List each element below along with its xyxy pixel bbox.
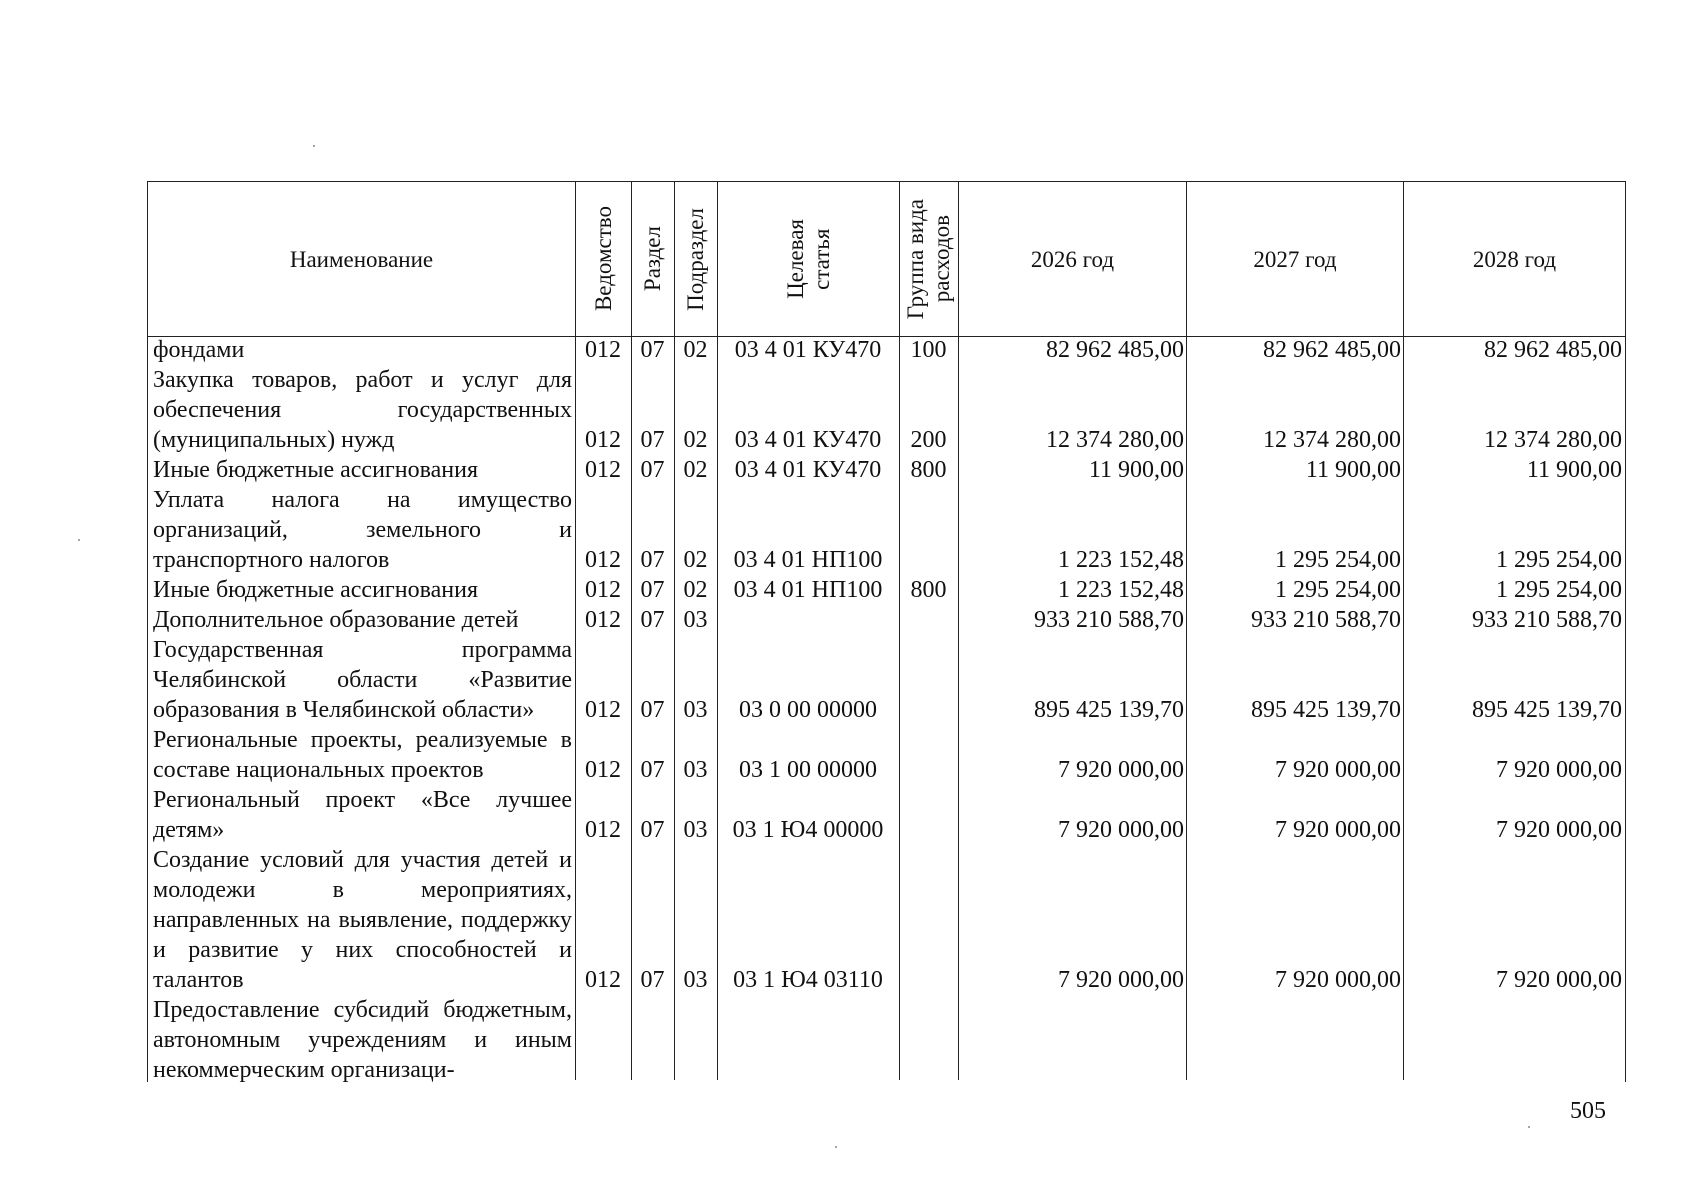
row-value-2028: 1 295 254,00 bbox=[1496, 547, 1622, 573]
row-name: Дополнительное образование детей bbox=[153, 607, 519, 633]
row-podrazdel: 02 bbox=[683, 457, 708, 483]
row-value-2026: 1 223 152,48 bbox=[1058, 577, 1184, 603]
header-gruppa-line1: Группа вида bbox=[903, 198, 928, 320]
header-razdel-cell bbox=[632, 182, 675, 337]
row-razdel: 07 bbox=[640, 427, 665, 453]
table-body bbox=[147, 335, 1624, 1085]
header-name-cell bbox=[148, 182, 576, 337]
row-value-2027: 11 900,00 bbox=[1305, 457, 1401, 483]
row-razdel: 07 bbox=[640, 547, 665, 573]
table-row bbox=[147, 635, 1624, 725]
row-name: фондами bbox=[153, 337, 245, 363]
header-2026-cell bbox=[959, 182, 1187, 337]
row-name: Региональный проект «Все лучшее детям» bbox=[153, 787, 572, 843]
header-2028: 2028 год bbox=[1472, 246, 1557, 272]
row-value-2027: 7 920 000,00 bbox=[1275, 817, 1401, 843]
row-celevaya-statya: 03 4 01 КУ470 bbox=[734, 337, 882, 363]
row-value-2028: 7 920 000,00 bbox=[1496, 967, 1622, 993]
row-value-2026: 82 962 485,00 bbox=[1046, 337, 1184, 363]
header-vedomstvo-cell bbox=[576, 182, 632, 337]
row-vedomstvo: 012 bbox=[585, 337, 621, 363]
row-podrazdel: 03 bbox=[683, 757, 708, 783]
table-row bbox=[147, 725, 1624, 785]
table-row bbox=[147, 575, 1624, 605]
row-value-2028: 1 295 254,00 bbox=[1496, 577, 1622, 603]
header-2026: 2026 год bbox=[1030, 246, 1115, 272]
row-razdel: 07 bbox=[640, 967, 665, 993]
row-value-2027: 7 920 000,00 bbox=[1275, 967, 1401, 993]
scan-speck bbox=[78, 539, 80, 541]
scan-speck bbox=[835, 1146, 837, 1148]
row-vedomstvo: 012 bbox=[585, 427, 621, 453]
row-value-2028: 82 962 485,00 bbox=[1484, 337, 1622, 363]
row-value-2028: 895 425 139,70 bbox=[1472, 697, 1622, 723]
row-value-2028: 7 920 000,00 bbox=[1496, 817, 1622, 843]
row-value-2026: 7 920 000,00 bbox=[1058, 817, 1184, 843]
header-gruppa-line2: расходов bbox=[929, 215, 954, 303]
row-value-2026: 7 920 000,00 bbox=[1058, 967, 1184, 993]
header-2028-cell bbox=[1404, 182, 1625, 337]
row-gruppa: 200 bbox=[910, 427, 947, 453]
row-value-2027: 82 962 485,00 bbox=[1263, 337, 1401, 363]
table-row bbox=[147, 995, 1624, 1085]
header-2027: 2027 год bbox=[1253, 246, 1337, 272]
row-podrazdel: 03 bbox=[683, 817, 708, 843]
row-vedomstvo: 012 bbox=[585, 967, 621, 993]
row-celevaya-statya: 03 4 01 НП100 bbox=[733, 547, 883, 573]
header-2027-cell bbox=[1187, 182, 1404, 337]
table-row bbox=[147, 455, 1624, 485]
row-podrazdel: 02 bbox=[683, 427, 708, 453]
row-value-2026: 933 210 588,70 bbox=[1034, 607, 1184, 633]
row-vedomstvo: 012 bbox=[585, 577, 621, 603]
row-value-2028: 11 900,00 bbox=[1526, 457, 1622, 483]
row-celevaya-statya: 03 4 01 КУ470 bbox=[734, 427, 882, 453]
row-value-2026: 7 920 000,00 bbox=[1058, 757, 1184, 783]
header-vedomstvo: Ведомство bbox=[590, 206, 616, 312]
row-name: Государственная программа Челябинской области «Развитие образования в Челябинской области» bbox=[153, 637, 572, 723]
row-podrazdel: 02 bbox=[683, 547, 708, 573]
row-name: Иные бюджетные ассигнования bbox=[153, 577, 478, 603]
row-celevaya-statya: 03 4 01 КУ470 bbox=[734, 457, 882, 483]
row-razdel: 07 bbox=[640, 577, 665, 603]
header-name: Наименование bbox=[289, 246, 434, 272]
row-value-2027: 12 374 280,00 bbox=[1263, 427, 1401, 453]
row-vedomstvo: 012 bbox=[585, 817, 621, 843]
header-gruppa bbox=[903, 199, 955, 319]
table-row bbox=[147, 365, 1624, 455]
row-value-2026: 12 374 280,00 bbox=[1046, 427, 1184, 453]
table-row bbox=[147, 845, 1624, 995]
row-vedomstvo: 012 bbox=[585, 757, 621, 783]
row-value-2026: 11 900,00 bbox=[1088, 457, 1184, 483]
page-number: 505 bbox=[1570, 1098, 1606, 1124]
row-name: Иные бюджетные ассигнования bbox=[153, 457, 478, 483]
row-gruppa: 100 bbox=[910, 337, 947, 363]
row-razdel: 07 bbox=[640, 457, 665, 483]
table-row bbox=[147, 785, 1624, 845]
row-value-2028: 933 210 588,70 bbox=[1472, 607, 1622, 633]
row-value-2026: 895 425 139,70 bbox=[1034, 697, 1184, 723]
row-razdel: 07 bbox=[640, 757, 665, 783]
row-razdel: 07 bbox=[640, 817, 665, 843]
row-podrazdel: 03 bbox=[683, 697, 708, 723]
table-row bbox=[147, 485, 1624, 575]
row-vedomstvo: 012 bbox=[585, 547, 621, 573]
row-value-2027: 7 920 000,00 bbox=[1275, 757, 1401, 783]
row-celevaya-statya: 03 1 Ю4 03110 bbox=[733, 967, 883, 993]
header-podrazdel: Подраздел bbox=[683, 207, 708, 311]
header-celevaya bbox=[783, 219, 835, 299]
row-celevaya-statya: 03 1 Ю4 00000 bbox=[732, 817, 884, 843]
row-vedomstvo: 012 bbox=[585, 457, 621, 483]
row-podrazdel: 03 bbox=[683, 607, 708, 633]
row-gruppa: 800 bbox=[910, 457, 947, 483]
row-value-2027: 1 295 254,00 bbox=[1275, 547, 1401, 573]
header-celevaya-line2: статья bbox=[808, 228, 834, 290]
row-podrazdel: 02 bbox=[683, 337, 708, 363]
row-celevaya-statya: 03 1 00 00000 bbox=[739, 757, 877, 783]
header-gruppa-cell bbox=[900, 182, 959, 337]
scan-speck bbox=[1528, 1126, 1530, 1128]
header-celevaya-cell bbox=[718, 182, 900, 337]
table-row bbox=[147, 605, 1624, 635]
row-razdel: 07 bbox=[640, 337, 665, 363]
row-name: Уплата налога на имущество организаций, земельного и транспортного налогов bbox=[153, 487, 572, 573]
row-vedomstvo: 012 bbox=[585, 697, 621, 723]
table-row bbox=[147, 335, 1624, 365]
scan-speck bbox=[313, 145, 315, 147]
row-razdel: 07 bbox=[640, 607, 665, 633]
row-value-2026: 1 223 152,48 bbox=[1058, 547, 1184, 573]
row-celevaya-statya: 03 0 00 00000 bbox=[739, 697, 877, 723]
row-name: Создание условий для участия детей и молодежи в мероприятиях, направленных на выявление, поддержку и развитие у них способностей и талантов bbox=[153, 847, 572, 993]
row-name: Предоставление субсидий бюджетным, автономным учреждениям и иным некоммерческим организаци- bbox=[153, 997, 572, 1083]
header-celevaya-line1: Целевая bbox=[782, 219, 808, 299]
row-value-2027: 1 295 254,00 bbox=[1275, 577, 1401, 603]
row-podrazdel: 02 bbox=[683, 577, 708, 603]
row-celevaya-statya: 03 4 01 НП100 bbox=[733, 577, 883, 603]
row-name: Закупка товаров, работ и услуг для обеспечения государственных (муниципальных) нужд bbox=[153, 367, 572, 453]
header-razdel: Раздел bbox=[640, 226, 665, 292]
row-value-2028: 7 920 000,00 bbox=[1496, 757, 1622, 783]
row-name: Региональные проекты, реализуемые в составе национальных проектов bbox=[153, 727, 572, 783]
row-value-2027: 895 425 139,70 bbox=[1251, 697, 1401, 723]
row-value-2027: 933 210 588,70 bbox=[1251, 607, 1401, 633]
header-podrazdel-cell bbox=[675, 182, 718, 337]
row-gruppa: 800 bbox=[910, 577, 947, 603]
row-podrazdel: 03 bbox=[683, 967, 708, 993]
row-vedomstvo: 012 bbox=[585, 607, 621, 633]
row-razdel: 07 bbox=[640, 697, 665, 723]
row-value-2028: 12 374 280,00 bbox=[1484, 427, 1622, 453]
